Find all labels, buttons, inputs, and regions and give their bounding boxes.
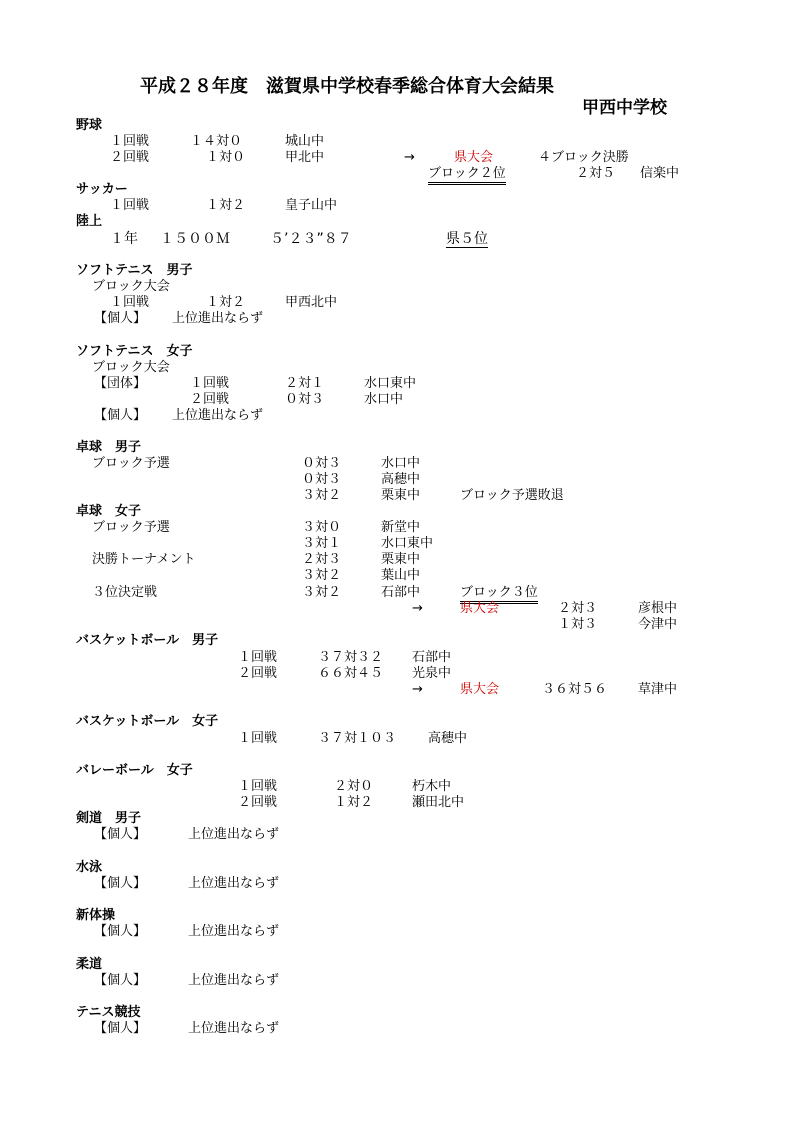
section-header-soft-tennis-girls: ソフトテニス 女子	[76, 344, 193, 359]
match-score: １対０	[206, 150, 246, 165]
match-score: １対３	[558, 617, 598, 632]
section-header-table-tennis-girls: 卓球 女子	[76, 504, 142, 519]
prefectural-tournament-label: 県大会	[454, 150, 494, 165]
section-header-soccer: サッカー	[76, 182, 128, 197]
section-header-basketball-girls: バスケットボール 女子	[76, 714, 219, 729]
individual-result: 上位進出ならず	[188, 876, 280, 891]
page-title: 平成２８年度 滋賀県中学校春季総合体育大会結果	[140, 76, 554, 97]
round-label: ２回戦	[238, 795, 278, 810]
stage-label: 決勝トーナメント	[92, 552, 196, 567]
school-name: 甲西中学校	[582, 98, 667, 118]
section-header-volleyball-girls: バレーボール 女子	[76, 763, 193, 778]
opponent-school: 高穂中	[381, 472, 421, 487]
stage-label: ブロック大会	[92, 360, 170, 375]
event-label: １５００Ｍ	[160, 231, 230, 247]
match-score: ０対３	[302, 472, 342, 487]
match-score: ０対３	[302, 456, 342, 471]
opponent-school: 石部中	[381, 585, 421, 600]
opponent-school: 瀬田北中	[412, 795, 465, 810]
round-label: １回戦	[190, 376, 230, 391]
section-header-soft-tennis-boys: ソフトテニス 男子	[76, 263, 193, 278]
opponent-school: 栗東中	[381, 488, 421, 503]
block-rank: ブロック２位	[428, 166, 506, 185]
match-score: ０対３	[285, 392, 325, 407]
prefectural-tournament-label: 県大会	[460, 601, 500, 616]
result-rank: 県５位	[446, 231, 488, 247]
round-label: １回戦	[238, 650, 278, 665]
opponent-school: 水口中	[381, 456, 421, 471]
stage-label: ブロック大会	[92, 279, 170, 294]
section-header-tennis: テニス競技	[76, 1005, 141, 1020]
match-score: １対２	[206, 198, 246, 213]
opponent-school: 葉山中	[381, 568, 421, 583]
opponent-school: 水口東中	[381, 536, 434, 551]
individual-result: 上位進出ならず	[188, 973, 280, 988]
opponent-school: 光泉中	[412, 666, 452, 681]
individual-result: 上位進出ならず	[172, 311, 264, 326]
opponent-school: 彦根中	[638, 601, 678, 616]
section-header-kendo: 剣道 男子	[76, 811, 142, 826]
opponent-school: 新堂中	[381, 520, 421, 535]
match-score: １対２	[334, 795, 374, 810]
match-score: ３７対１０３	[318, 731, 397, 746]
section-header-swimming: 水泳	[76, 860, 103, 875]
individual-label: 【個人】	[94, 311, 147, 326]
opponent-school: 高穂中	[428, 731, 468, 746]
match-score: ３対２	[302, 585, 342, 600]
individual-label: 【個人】	[94, 876, 147, 891]
section-header-baseball: 野球	[76, 118, 103, 133]
opponent-school: 水口中	[364, 392, 404, 407]
opponent-school: 石部中	[412, 650, 452, 665]
arrow-icon: →	[404, 150, 415, 165]
match-score: ２対１	[285, 376, 325, 391]
individual-result: 上位進出ならず	[188, 1021, 280, 1036]
opponent-school: 朽木中	[412, 779, 452, 794]
round-label: １回戦	[238, 731, 278, 746]
result-note: ブロック予選敗退	[460, 488, 564, 503]
section-header-gymnastics: 新体操	[76, 908, 116, 923]
block-rank: ブロック３位	[460, 585, 538, 604]
block-final-label: ４ブロック決勝	[538, 150, 629, 165]
match-score: ２対０	[334, 779, 374, 794]
match-score: ３６対５６	[542, 682, 608, 697]
opponent-school: 甲北中	[285, 150, 325, 165]
opponent-school: 皇子山中	[285, 198, 338, 213]
stage-label: ３位決定戦	[92, 585, 158, 600]
match-score: ３対０	[302, 520, 342, 535]
section-header-table-tennis-boys: 卓球 男子	[76, 440, 142, 455]
round-label: ２回戦	[238, 666, 278, 681]
match-score: １対２	[206, 295, 246, 310]
match-score: ３対２	[302, 568, 342, 583]
arrow-icon: →	[412, 601, 423, 616]
match-score: ３対１	[302, 536, 342, 551]
round-label: ２回戦	[190, 392, 230, 407]
stage-label: ブロック予選	[92, 456, 170, 471]
opponent-school: 信楽中	[640, 166, 680, 181]
team-label: 【団体】	[94, 376, 147, 391]
prefectural-tournament-label: 県大会	[460, 682, 500, 697]
match-score: ２対５	[576, 166, 616, 181]
opponent-school: 水口東中	[364, 376, 417, 391]
individual-result: 上位進出ならず	[188, 827, 280, 842]
opponent-school: 今津中	[638, 617, 678, 632]
individual-result: 上位進出ならず	[188, 924, 280, 939]
match-score: ３対２	[302, 488, 342, 503]
individual-label: 【個人】	[94, 408, 147, 423]
section-header-judo: 柔道	[76, 957, 103, 972]
round-label: １回戦	[110, 198, 150, 213]
opponent-school: 栗東中	[381, 552, 421, 567]
individual-label: 【個人】	[94, 924, 147, 939]
individual-result: 上位進出ならず	[172, 408, 264, 423]
grade-label: １年	[110, 231, 138, 247]
opponent-school: 草津中	[638, 682, 678, 697]
record-time: ５’２３”８７	[270, 231, 352, 247]
round-label: １回戦	[110, 134, 150, 149]
match-score: ３７対３２	[318, 650, 384, 665]
round-label: １回戦	[110, 295, 150, 310]
round-label: １回戦	[238, 779, 278, 794]
section-header-track: 陸上	[76, 214, 103, 229]
round-label: ２回戦	[110, 150, 150, 165]
match-score: ２対３	[302, 552, 342, 567]
match-score: ２対３	[558, 601, 598, 616]
match-score: １４対０	[190, 134, 243, 149]
section-header-basketball-boys: バスケットボール 男子	[76, 633, 219, 648]
individual-label: 【個人】	[94, 827, 147, 842]
stage-label: ブロック予選	[92, 520, 170, 535]
arrow-icon: →	[412, 682, 423, 697]
opponent-school: 城山中	[285, 134, 325, 149]
opponent-school: 甲西北中	[285, 295, 338, 310]
individual-label: 【個人】	[94, 1021, 147, 1036]
match-score: ６６対４５	[318, 666, 384, 681]
individual-label: 【個人】	[94, 973, 147, 988]
